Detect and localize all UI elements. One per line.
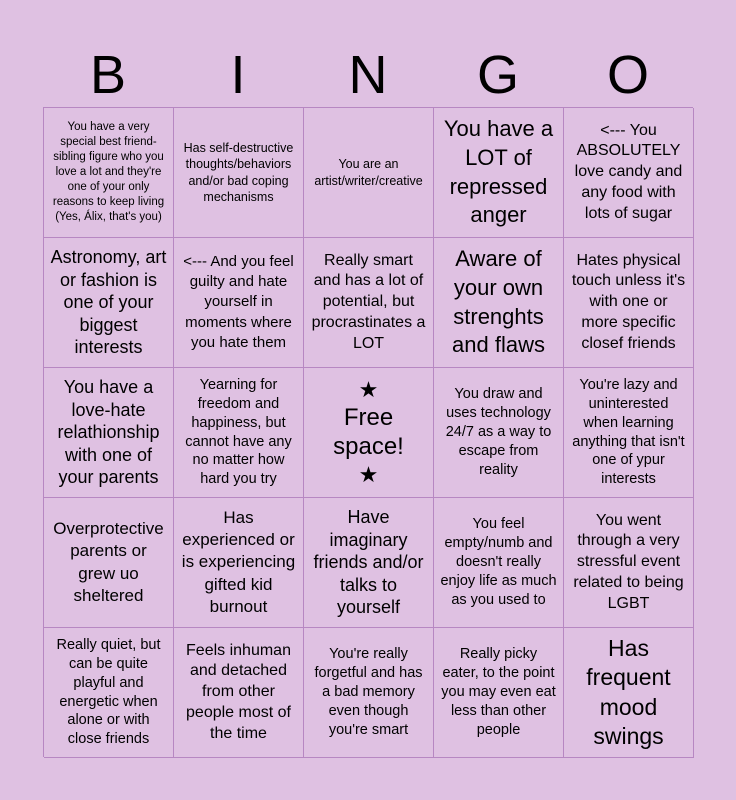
bingo-cell[interactable] [44, 498, 174, 628]
bingo-cell[interactable] [564, 238, 694, 368]
cell-text: Astronomy, art or fashion is one of your biggest interests [50, 247, 167, 358]
bingo-cell[interactable] [304, 108, 434, 238]
bingo-cell[interactable] [304, 498, 434, 628]
cell-text: Have imaginary friends and/or talks to yourself [313, 507, 424, 618]
cell-text: You feel empty/numb and doesn't really enjoy life as much as you used to [440, 516, 557, 608]
bingo-header [43, 44, 693, 106]
cell-text: You're really forgetful and has a bad memory even though you're smart [314, 646, 423, 738]
bingo-cell[interactable] [44, 238, 174, 368]
cell-text: You are an artist/writer/creative [314, 157, 423, 188]
bingo-cell[interactable] [434, 108, 564, 238]
cell-text: You have a very special best friend-sibling figure who you love a lot and they're one of your only reasons to keep living (Yes, Álix, that's you) [52, 121, 165, 223]
bingo-cell[interactable] [174, 628, 304, 758]
bingo-cell[interactable] [434, 238, 564, 368]
cell-text: <--- And you feel guilty and hate yourself in moments where you hate them [183, 252, 294, 351]
cell-text: You draw and uses technology 24/7 as a way to escape from reality [445, 386, 552, 478]
bingo-cell[interactable] [174, 238, 304, 368]
bingo-cell[interactable] [434, 498, 564, 628]
cell-text: <--- You ABSOLUTELY love candy and any food with lots of sugar [574, 121, 683, 222]
cell-text: Aware of your own strenghts and flaws [452, 246, 545, 358]
header-letter-i: I [230, 45, 246, 105]
bingo-cell[interactable] [44, 108, 174, 238]
cell-text: Really quiet, but can be quite playful and energetic when alone or with close friends [56, 636, 161, 748]
bingo-cell[interactable] [564, 498, 694, 628]
bingo-cell[interactable] [304, 628, 434, 758]
cell-text: You're lazy and uninterested when learning anything that isn't one of ypur interests [572, 376, 685, 488]
header-letter-n: N [348, 45, 388, 105]
cell-text: Feels inhuman and detached from other people most of the time [186, 641, 291, 742]
bingo-cell[interactable] [174, 498, 304, 628]
bingo-cell[interactable] [174, 108, 304, 238]
cell-text: Has experienced or is experiencing gifted kid burnout [181, 508, 296, 616]
star-icon: ★ [358, 377, 379, 403]
star-icon: ★ [358, 462, 379, 488]
cell-text: You have a LOT of repressed anger [443, 116, 554, 228]
bingo-cell[interactable] [434, 368, 564, 498]
bingo-cell[interactable] [44, 628, 174, 758]
bingo-cell[interactable] [44, 368, 174, 498]
bingo-cell[interactable] [564, 108, 694, 238]
cell-text: Really picky eater, to the point you may even eat less than other people [441, 646, 556, 738]
cell-text: Hates physical touch unless it's with one or more specific closef friends [571, 251, 686, 352]
cell-text: Has self-destructive thoughts/behaviors and/or bad coping mechanisms [183, 141, 294, 204]
free-space-cell[interactable] [304, 368, 434, 498]
cell-text: Really smart and has a lot of potential, but procrastinates a LOT [311, 251, 426, 352]
bingo-cell[interactable] [304, 238, 434, 368]
header-letter-g: G [476, 45, 519, 105]
header-letter-b: B [89, 45, 127, 105]
bingo-cell[interactable] [434, 628, 564, 758]
free-space-text: Free space! [333, 403, 404, 460]
bingo-grid [43, 107, 693, 757]
bingo-cell[interactable] [564, 368, 694, 498]
cell-text: You have a love-hate relathionship with one of your parents [57, 377, 160, 488]
bingo-cell[interactable] [564, 628, 694, 758]
cell-text: Yearning for freedom and happiness, but cannot have any no matter how hard you try [185, 376, 292, 488]
cell-text: Overprotective parents or grew uo sheltered [53, 519, 164, 605]
header-letter-o: O [606, 45, 649, 105]
cell-text: You went through a very stressful event related to being LGBT [573, 511, 684, 612]
bingo-cell[interactable] [174, 368, 304, 498]
cell-text: Has frequent mood swings [586, 634, 671, 749]
